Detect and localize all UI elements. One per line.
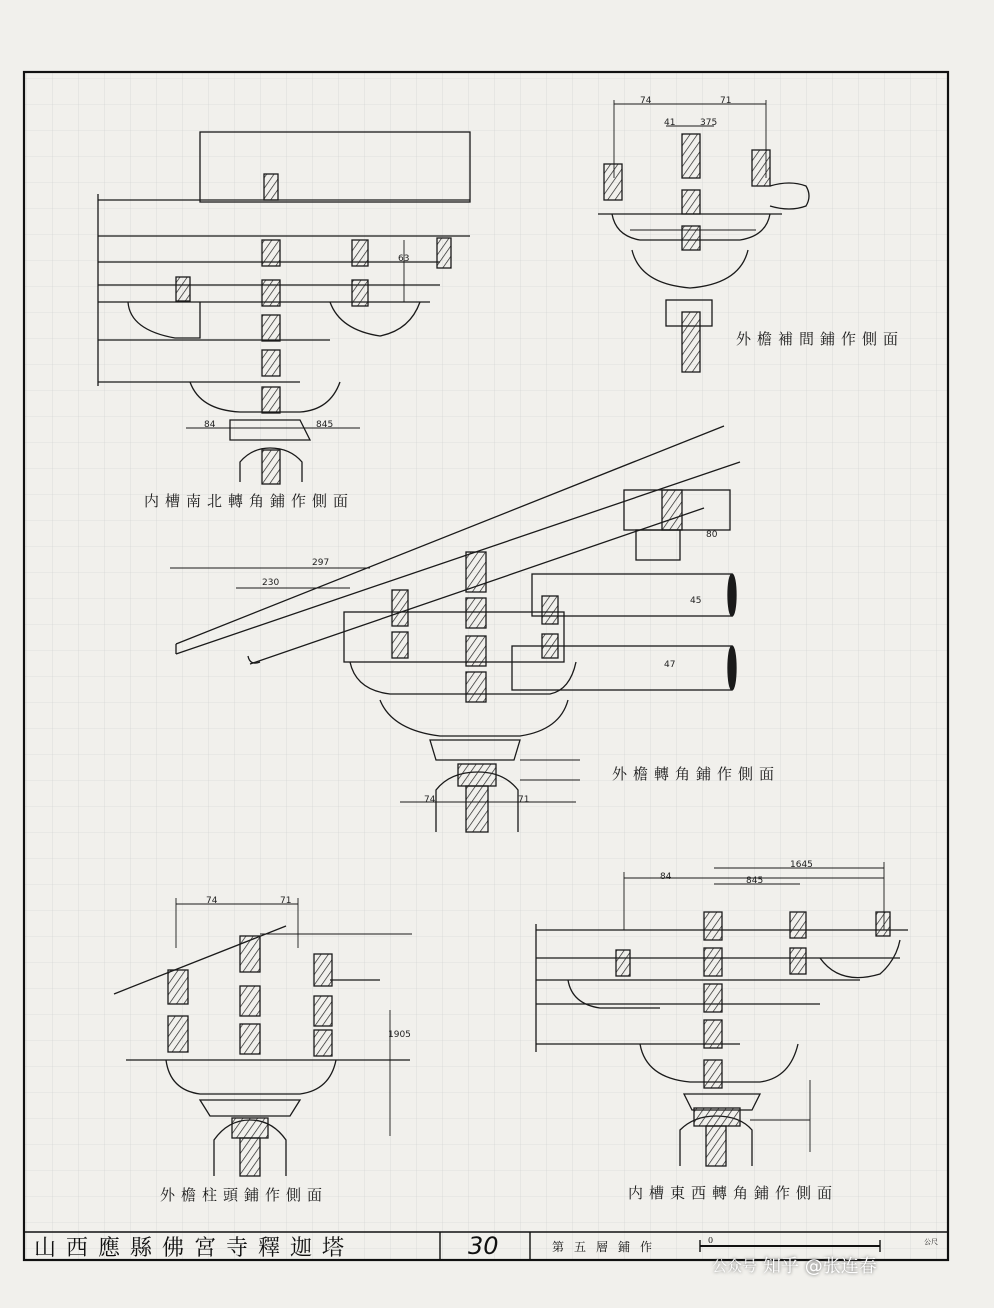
sheet-subject: 第五層鋪作 bbox=[552, 1239, 663, 1254]
caption-outer-column: 外檐柱頭鋪作側面 bbox=[160, 1186, 329, 1204]
building-title: 山西應縣佛宮寺釋迦塔 bbox=[34, 1235, 355, 1261]
dim-63: 63 bbox=[398, 254, 410, 264]
watermark-prefix: 公众号 bbox=[712, 1256, 758, 1275]
dim-71b: 71 bbox=[518, 795, 530, 805]
dim-375: 375 bbox=[700, 118, 718, 128]
dim-80: 80 bbox=[706, 530, 718, 540]
caption-inner-ns-corner: 内槽南北轉角鋪作側面 bbox=[144, 492, 355, 510]
caption-outer-corner: 外檐轉角鋪作側面 bbox=[612, 765, 781, 783]
dim-84: 84 bbox=[204, 420, 216, 430]
dim-45: 45 bbox=[690, 596, 702, 606]
dim-845: 845 bbox=[316, 420, 334, 430]
dim-74c: 74 bbox=[206, 896, 218, 906]
dim-1905: 1905 bbox=[388, 1030, 411, 1040]
scale-unit: 公尺 bbox=[924, 1238, 938, 1246]
dim-1645: 1645 bbox=[790, 860, 813, 870]
dim-74: 74 bbox=[640, 96, 652, 106]
watermark-text: 知乎 @张连春 bbox=[763, 1256, 877, 1277]
dim-74b: 74 bbox=[424, 795, 436, 805]
dim-41: 41 bbox=[664, 118, 676, 128]
dim-297: 297 bbox=[312, 558, 330, 568]
dim-71: 71 bbox=[720, 96, 732, 106]
dim-71c: 71 bbox=[280, 896, 292, 906]
dim-845b: 845 bbox=[746, 876, 764, 886]
sheet-number: 30 bbox=[468, 1232, 499, 1260]
dim-230: 230 bbox=[262, 578, 280, 588]
caption-inner-ew-corner: 内槽東西轉角鋪作側面 bbox=[628, 1184, 839, 1202]
scale-start: 0 bbox=[708, 1235, 714, 1245]
dim-47: 47 bbox=[664, 660, 676, 670]
watermark bbox=[712, 1252, 877, 1278]
caption-outer-intercolumn: 外檐補間鋪作側面 bbox=[736, 330, 905, 348]
dim-84b: 84 bbox=[660, 872, 672, 882]
